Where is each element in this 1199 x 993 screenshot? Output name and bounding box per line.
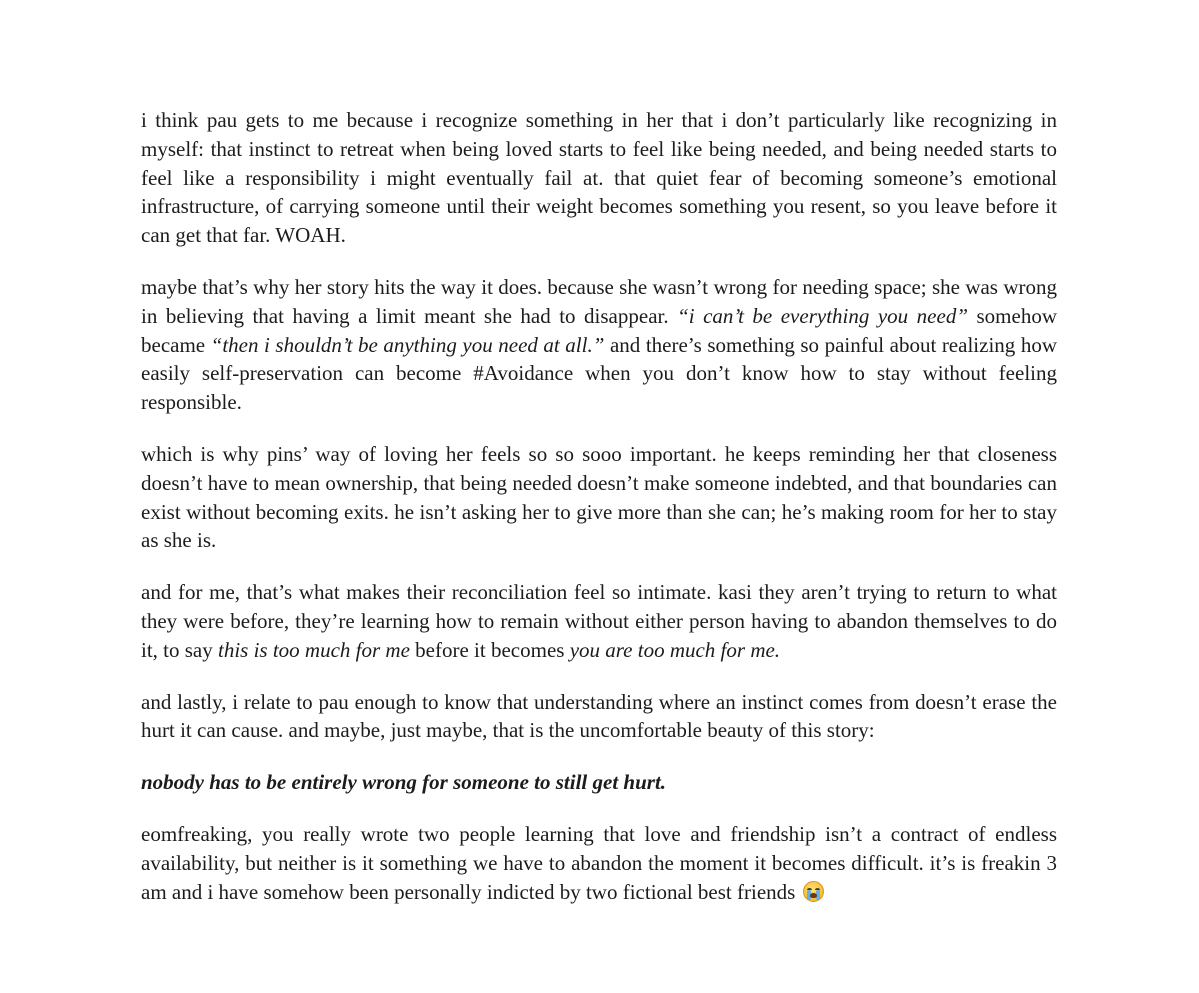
paragraph-1 [141, 106, 1057, 250]
paragraph-6-text: nobody has to be entirely wrong for someone to still get hurt. [141, 770, 667, 795]
paragraph-5-text: and lastly, i relate to pau enough to know that understanding where an instinct comes from doesn’t erase the hurt it can cause. and maybe, just maybe, that is the uncomfortable beauty of this story: [141, 689, 1057, 743]
paragraph-6-emphasis [141, 768, 1057, 797]
paragraph-4-text-a: and for me, that’s what makes their reconciliation feel so intimate. kasi they aren’t trying to return to what they were before, they’re learning how to remain without either person having to abandon themselves to do it, to say [141, 580, 1057, 662]
paragraph-4-italic-1: this is too much for me [218, 637, 410, 662]
document-body [141, 106, 1057, 906]
paragraph-4-text-b: before it becomes [409, 637, 570, 662]
paragraph-1-text: i think pau gets to me because i recognize something in her that i don’t particularly like recognizing in myself: that instinct to retreat when being loved starts to feel like being needed, and being needed starts to feel like a responsibility i might eventually fail at. that quiet fear of becoming someone’s emotional infrastructure, of carrying someone until their weight becomes something you resent, so you leave before it can get that far. WOAH. [141, 108, 1057, 248]
paragraph-3-text: which is why pins’ way of loving her feels so so sooo important. he keeps reminding her that closeness doesn’t have to mean ownership, that being needed doesn’t make someone indebted, and that boundaries can exist without becoming exits. he isn’t asking her to give more than she can; he’s making room for her to stay as she is. [141, 441, 1057, 553]
paragraph-7-text: eomfreaking, you really wrote two people learning that love and friendship isn’t a contract of endless availability, but neither is it something we have to abandon the moment it becomes difficult. it’s is freakin 3 am and i have somehow been personally indicted by two fictional best friends [141, 821, 1057, 904]
paragraph-4-italic-2: you are too much for me. [569, 637, 781, 662]
paragraph-2-text-b: somehow became [141, 303, 1057, 357]
paragraph-7 [141, 820, 1057, 906]
paragraph-2-text-c: and there’s something so painful about realizing how easily self-preservation can become #Avoidance when you don’t know how to stay without feeling responsible. [141, 332, 1057, 415]
paragraph-5 [141, 688, 1057, 746]
paragraph-3 [141, 440, 1057, 555]
paragraph-2-text-a: maybe that’s why her story hits the way it does. because she wasn’t wrong for needing space; she was wrong in believing that having a limit meant she had to disappear. [141, 274, 1057, 328]
paragraph-2-quote-1: “i can’t be everything you need” [677, 303, 968, 328]
loudly-crying-face-icon [803, 881, 824, 902]
paragraph-4 [141, 578, 1057, 664]
paragraph-2 [141, 273, 1057, 417]
paragraph-2-quote-2: “then i shouldn’t be anything you need at all.” [210, 332, 605, 357]
